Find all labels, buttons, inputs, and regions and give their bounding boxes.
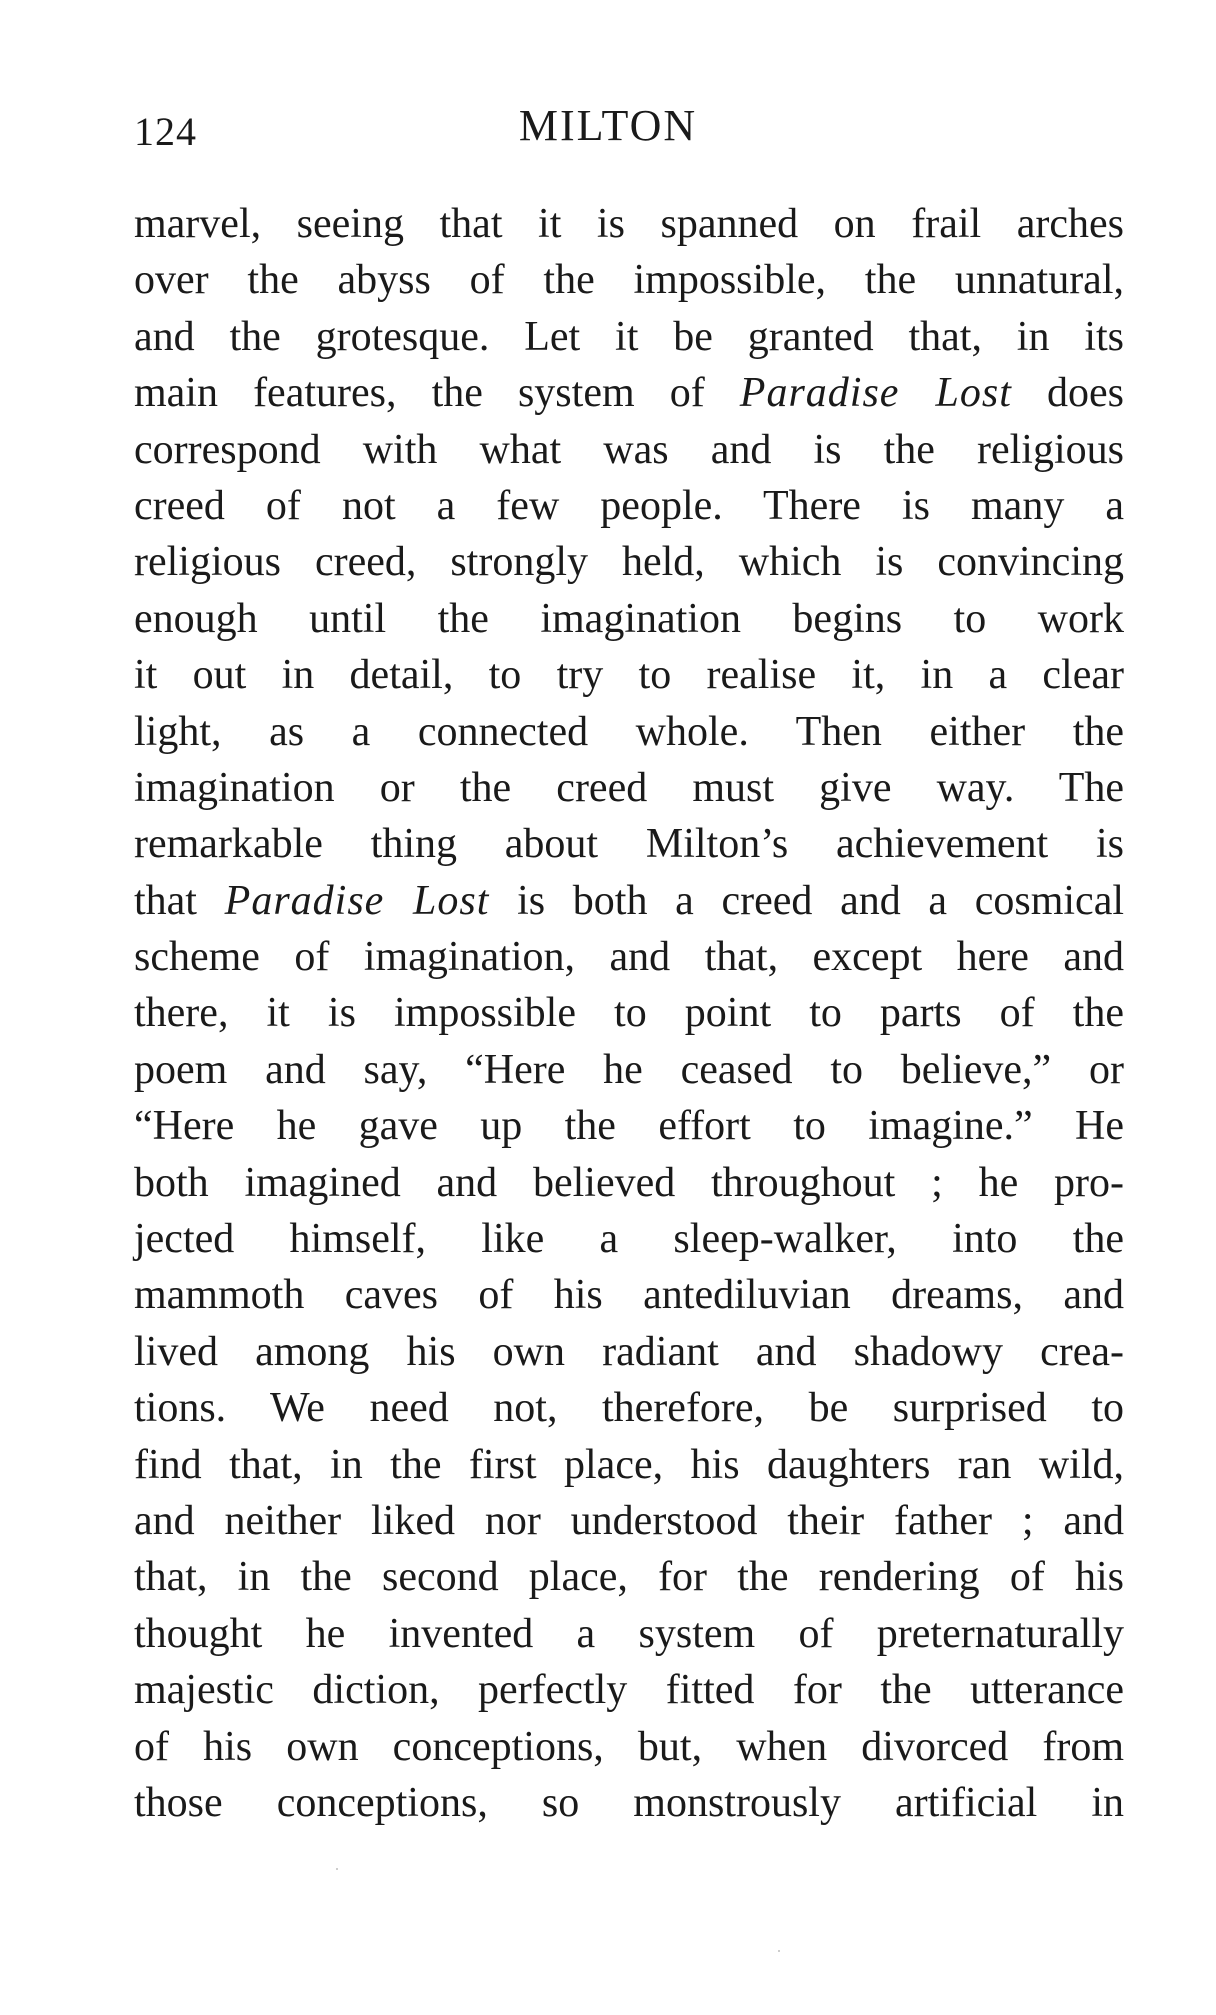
text-line: correspond with what was and is the religious — [134, 426, 1124, 473]
text-line: jected himself, like a sleep-walker, into the — [134, 1216, 1124, 1263]
text-line: thought he invented a system of preternaturally — [134, 1610, 1124, 1657]
text-line: poem and say, “Here he ceased to believe,” or — [134, 1046, 1124, 1093]
text-line: it out in detail, to try to realise it, in a clear — [134, 652, 1124, 699]
text-line: enough until the imagination begins to work — [134, 595, 1124, 642]
text-line: light, as a connected whole. Then either the — [134, 708, 1124, 755]
text-line-segment: is both a creed and a cosmical — [489, 877, 1124, 924]
text-line: religious creed, strongly held, which is convincing — [134, 539, 1124, 586]
text-line: scheme of imagination, and that, except here and — [134, 934, 1124, 981]
text-line: and the grotesque. Let it be granted that, in its — [134, 313, 1124, 360]
text-line: over the abyss of the impossible, the unnatural, — [134, 257, 1124, 304]
text-line — [134, 873, 1124, 929]
text-line — [134, 365, 1124, 421]
text-line-segment: that — [134, 877, 225, 924]
text-line-segment: main features, the system of — [134, 370, 740, 417]
paper-speck — [336, 1868, 338, 1870]
text-line-segment: does — [1011, 370, 1124, 417]
text-line: remarkable thing about Milton’s achievement is — [134, 821, 1124, 868]
text-line: majestic diction, perfectly fitted for the utterance — [134, 1667, 1124, 1714]
page-number: 124 — [134, 109, 197, 154]
text-line: and neither liked nor understood their father ; and — [134, 1497, 1124, 1544]
text-line: creed of not a few people. There is many a — [134, 482, 1124, 529]
text-line: “Here he gave up the effort to imagine.” He — [134, 1103, 1124, 1150]
text-line: those conceptions, so monstrously artificial in — [134, 1779, 1124, 1826]
text-line: mammoth caves of his antediluvian dreams, and — [134, 1272, 1124, 1319]
text-line: tions. We need not, therefore, be surprised to — [134, 1385, 1124, 1432]
text-line: that, in the second place, for the rendering of his — [134, 1554, 1124, 1601]
running-title: MILTON — [518, 101, 698, 150]
text-line: of his own conceptions, but, when divorced from — [134, 1723, 1124, 1770]
text-line: find that, in the first place, his daughters ran wild, — [134, 1441, 1124, 1488]
text-line: there, it is impossible to point to parts of the — [134, 990, 1124, 1037]
text-line: lived among his own radiant and shadowy crea- — [134, 1328, 1124, 1375]
text-line: marvel, seeing that it is spanned on frail arches — [134, 201, 1124, 247]
text-line: imagination or the creed must give way. The — [134, 764, 1124, 811]
italic-title: Paradise Lost — [224, 877, 490, 924]
body-text — [134, 196, 1124, 1831]
paper-speck — [778, 1950, 780, 1952]
italic-title: Paradise Lost — [739, 370, 1012, 417]
text-line: both imagined and believed throughout ; he pro- — [134, 1159, 1124, 1206]
